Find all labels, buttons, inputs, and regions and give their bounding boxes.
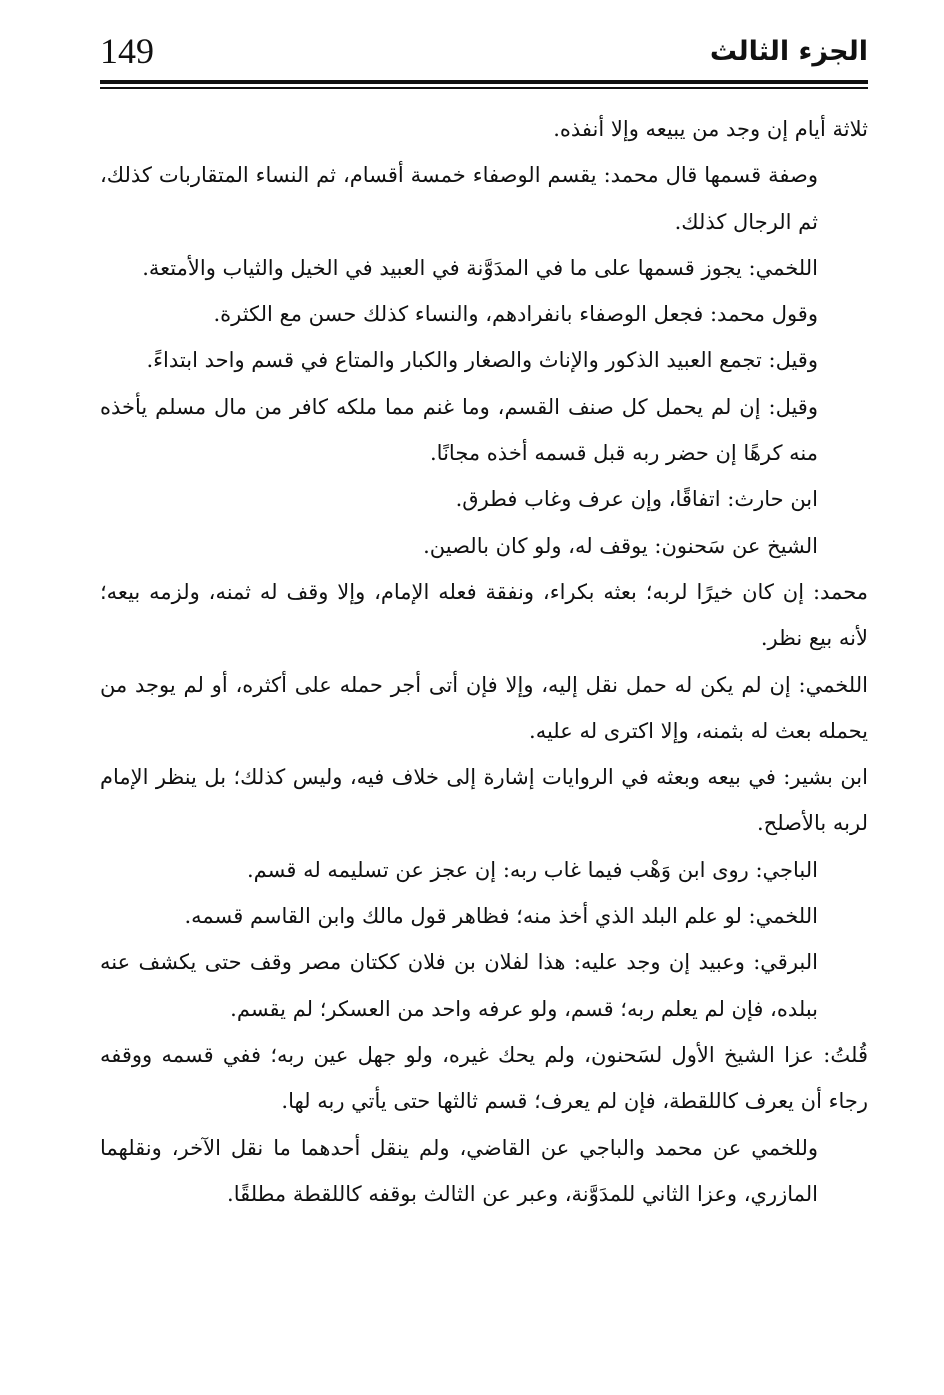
paragraph: وصفة قسمها قال محمد: يقسم الوصفاء خمسة أقسام، ثم النساء المتقاربات كذلك، ثم الرجال كذلك. bbox=[100, 163, 818, 234]
running-title: الجزء الثالث bbox=[709, 36, 868, 67]
paragraph: الباجي: روى ابن وَهْب فيما غاب ربه: إن عجز عن تسليمه له قسم. bbox=[246, 857, 818, 882]
paragraph: ابن حارث: اتفاقًا، وإن عرف وغاب فطرق. bbox=[455, 487, 818, 512]
paragraph: وللخمي عن محمد والباجي عن القاضي، ولم ينقل أحدهما ما نقل الآخر، ونقلهما المازري، وعزا الثاني للمدَوَّنة، وعبر عن الثالث بوقفه كاللقطة مطلقًا. bbox=[100, 1135, 818, 1206]
paragraph: ابن بشير: في بيعه وبعثه في الروايات إشارة إلى خلاف فيه، وليس كذلك؛ بل ينظر الإمام لربه بالأصلح. bbox=[100, 765, 868, 836]
paragraph: ثلاثة أيام إن وجد من يبيعه وإلا أنفذه. bbox=[553, 117, 868, 141]
paragraph: اللخمي: إن لم يكن له حمل نقل إليه، وإلا فإن أتى أجر حمله على أكثره، أو لم يوجد من يحمله بعث له بثمنه، وإلا اكترى له عليه. bbox=[100, 672, 868, 743]
paragraph: اللخمي: يجوز قسمها على ما في المدَوَّنة في العبيد في الخيل والثياب والأمتعة. bbox=[142, 255, 818, 280]
paragraph: الشيخ عن سَحنون: يوقف له، ولو كان بالصين. bbox=[423, 533, 818, 558]
paragraph: وقول محمد: فجعل الوصفاء بانفرادهم، والنساء كذلك حسن مع الكثرة. bbox=[213, 302, 818, 327]
body-text bbox=[100, 106, 868, 1217]
paragraph: اللخمي: لو علم البلد الذي أخذ منه؛ فظاهر قول مالك وابن القاسم قسمه. bbox=[184, 904, 818, 929]
paragraph: البرقي: وعبيد إن وجد عليه: هذا لفلان بن فلان ككتان مصر وقف حتى يكشف عنه ببلده، فإن لم يعلم ربه؛ قسم، ولو عرفه واحد من العسكر؛ لم يقسم. bbox=[100, 950, 818, 1021]
paragraph: محمد: إن كان خيرًا لربه؛ بعثه بكراء، ونفقة فعله الإمام، وإلا وقف له ثمنه، ولزمه بيعه؛ لأنه بيع نظر. bbox=[100, 579, 868, 651]
paragraph: قُلتُ: عزا الشيخ الأول لسَحنون، ولم يحك غيره، ولو جهل عين ربه؛ ففي قسمه ووقفه رجاء أن يعرف كاللقطة، فإن لم يعرف؛ قسم ثالثها حتى يأتي ربه لها. bbox=[100, 1042, 868, 1114]
header-rule-thick bbox=[100, 80, 868, 84]
page-header bbox=[100, 30, 868, 76]
page-number: 149 bbox=[100, 31, 154, 71]
paragraph: وقيل: تجمع العبيد الذكور والإناث والصغار والكبار والمتاع في قسم واحد ابتداءً. bbox=[146, 348, 818, 373]
header-rule-thin bbox=[100, 87, 868, 89]
paragraph: وقيل: إن لم يحمل كل صنف القسم، وما غنم مما ملكه كافر من مال مسلم يأخذه منه كرهًا إن حضر ربه قبل قسمه أخذه مجانًا. bbox=[100, 394, 818, 466]
